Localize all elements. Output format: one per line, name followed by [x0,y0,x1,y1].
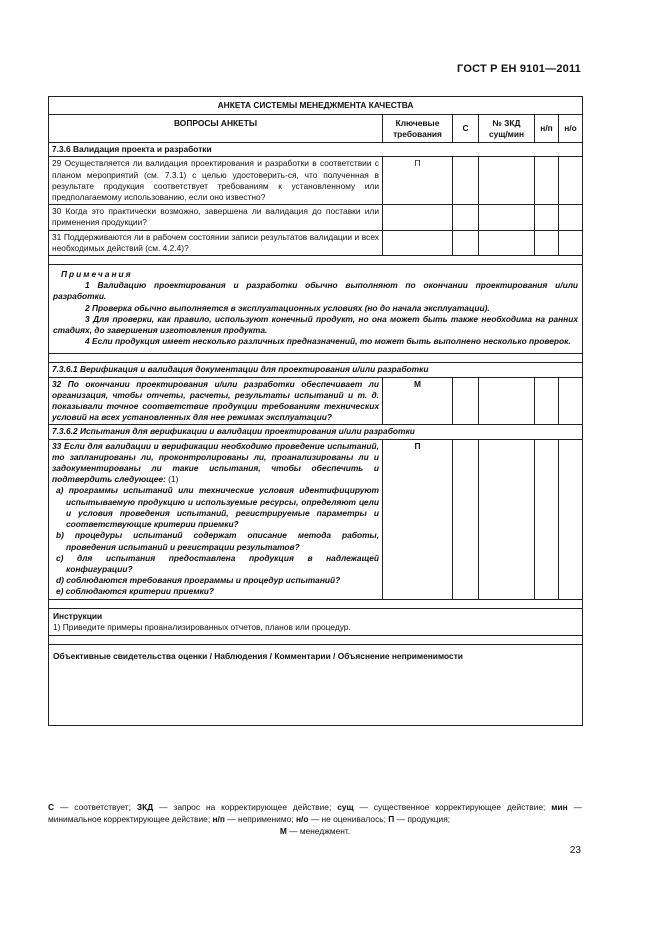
question-33-e: e) соблюдаются критерии приемки? [56,586,215,597]
table-row [49,157,583,205]
evidence-field[interactable] [49,644,583,725]
key-requirement [383,205,453,230]
section-7-3-6: 7.3.6 Валидация проекта и разработки [49,143,583,157]
table-row [49,230,583,255]
standard-designation: ГОСТ Р ЕН 9101—2011 [457,63,581,75]
legend-zkd: ЗКД [136,802,154,812]
answer-cell[interactable] [559,230,583,255]
table-row [49,205,583,230]
col-header-key: Ключевые требования [383,115,453,143]
question-33-intro: 33 Если для валидации и верификации необходимо проведение испытаний, то запланированы ли, проконтролированы ли, проанализированы ли и задокументированы ли такие испытания, чтобы обеспечить и подтвердить следующее: [52,440,379,485]
col-header-no: н/о [559,115,583,143]
legend-np: н/п [212,814,225,824]
answer-cell[interactable] [559,377,583,425]
table-title: АНКЕТА СИСТЕМЫ МЕНЕДЖМЕНТА КАЧЕСТВА [49,97,583,115]
answer-cell[interactable] [453,439,479,599]
question-31: 31 Поддерживаются ли в рабочем состоянии записи результатов валидации и всех необходимых действий (см. 4.2.4)? [49,230,383,255]
table-row [49,377,583,425]
key-requirement: М [383,377,453,425]
col-header-zkd: № ЗКД сущ/мин [479,115,535,143]
question-33-a: a) программы испытаний или технические условия идентифицируют испытываемую продукцию и используемые ресурсы, определяют цели и условия проведения испытаний, регистрируемые параметры и соответствующие критерии приемки? [56,485,379,530]
question-33-b: b) процедуры испытаний содержат описание метода работы, проведения испытаний и регистрации результатов? [56,530,379,552]
legend [48,801,582,837]
table-row [49,439,583,599]
question-30: 30 Когда это практически возможно, завершена ли валидация до поставки или применения продукции? [49,205,383,230]
answer-cell[interactable] [559,157,583,205]
answer-cell[interactable] [453,157,479,205]
answer-cell[interactable] [535,377,559,425]
legend-text: — соответствует; [54,802,137,812]
evidence-title: Объективные свидетельства оценки / Наблюдения / Комментарии / Объяснение неприменимости [53,650,463,661]
question-33-d: d) соблюдаются требования программы и процедур испытаний? [56,575,341,586]
notes-block [49,265,583,354]
note-2: 2 Проверка обычно выполняется в эксплуатационных условиях (но до начала эксплуатации). [85,302,490,313]
page-number: 23 [569,845,581,856]
questionnaire-table [48,96,583,726]
question-33 [49,439,383,599]
instructions-block [49,608,583,635]
legend-text: — минимальное корректирующее действие; [48,802,582,824]
legend-min: мин [551,802,568,812]
question-33-c: c) для испытания предоставлена продукция в надлежащей конфигурации? [56,552,379,574]
key-requirement: П [383,439,453,599]
answer-cell[interactable] [479,377,535,425]
note-3: 3 Для проверки, как правило, используют конечный продукт, но она может быть также необходима на ранних стадиях, до завершения изготовления продукта. [53,313,579,336]
legend-sush: сущ [337,802,354,812]
legend-text: — продукция; [394,814,451,824]
answer-cell[interactable] [559,439,583,599]
key-requirement [383,230,453,255]
col-header-questions: ВОПРОСЫ АНКЕТЫ [49,115,383,143]
answer-cell[interactable] [479,205,535,230]
note-1: 1 Валидацию проектирования и разработки обычно выполняют по окончании проектирования и/или разработки. [53,280,579,302]
answer-cell[interactable] [453,205,479,230]
question-32: 32 По окончании проектирования и/или разработки обеспечивает ли организация, чтобы отчеты, расчеты, результаты испытаний и т. д. показывали точное соответствие продукции требованиям технических условий на всех установленных для нее режимах эксплуатации? [49,377,383,425]
note-4: 4 Если продукция имеет несколько различных предназначений, то может быть выполнено несколько проверок. [85,336,571,347]
legend-text: — существенное корректирующее действие; [353,802,552,812]
answer-cell[interactable] [479,439,535,599]
legend-text: — менеджмент. [286,826,351,836]
legend-p: П [388,814,395,824]
answer-cell[interactable] [535,439,559,599]
col-header-c: С [453,115,479,143]
answer-cell[interactable] [453,377,479,425]
section-7-3-6-2: 7.3.6.2 Испытания для верификации и валидации проектирования и/или разработки [49,425,583,439]
legend-m: М [279,826,287,836]
answer-cell[interactable] [535,230,559,255]
section-7-3-6-1: 7.3.6.1 Верификация и валидация документации для проектирования и/или разработки [49,363,583,377]
question-33-ref: (1) [165,474,179,485]
legend-c: С [48,802,55,812]
answer-cell[interactable] [535,157,559,205]
col-header-np: н/п [535,115,559,143]
key-requirement: П [383,157,453,205]
legend-text: — неприменимо; [224,814,296,824]
legend-no: н/о [295,814,309,824]
answer-cell[interactable] [453,230,479,255]
answer-cell[interactable] [479,157,535,205]
answer-cell[interactable] [479,230,535,255]
notes-title: Примечания [61,269,133,280]
answer-cell[interactable] [535,205,559,230]
instructions-title: Инструкции [53,610,103,621]
instructions-item: 1) Приведите примеры проанализированных отчетов, планов или процедур. [53,621,351,632]
legend-text: — запрос на корректирующее действие; [153,802,338,812]
question-29: 29 Осуществляется ли валидация проектирования и разработки в соответствии с планом мероприятий (см. 7.3.1) с целью удостоверить-ся, что полученная в результате продукция соответствует требованиям к установленному или предполагаемому использованию, если оно известно? [49,157,383,205]
legend-text: — не оценивалось; [308,814,389,824]
answer-cell[interactable] [559,205,583,230]
